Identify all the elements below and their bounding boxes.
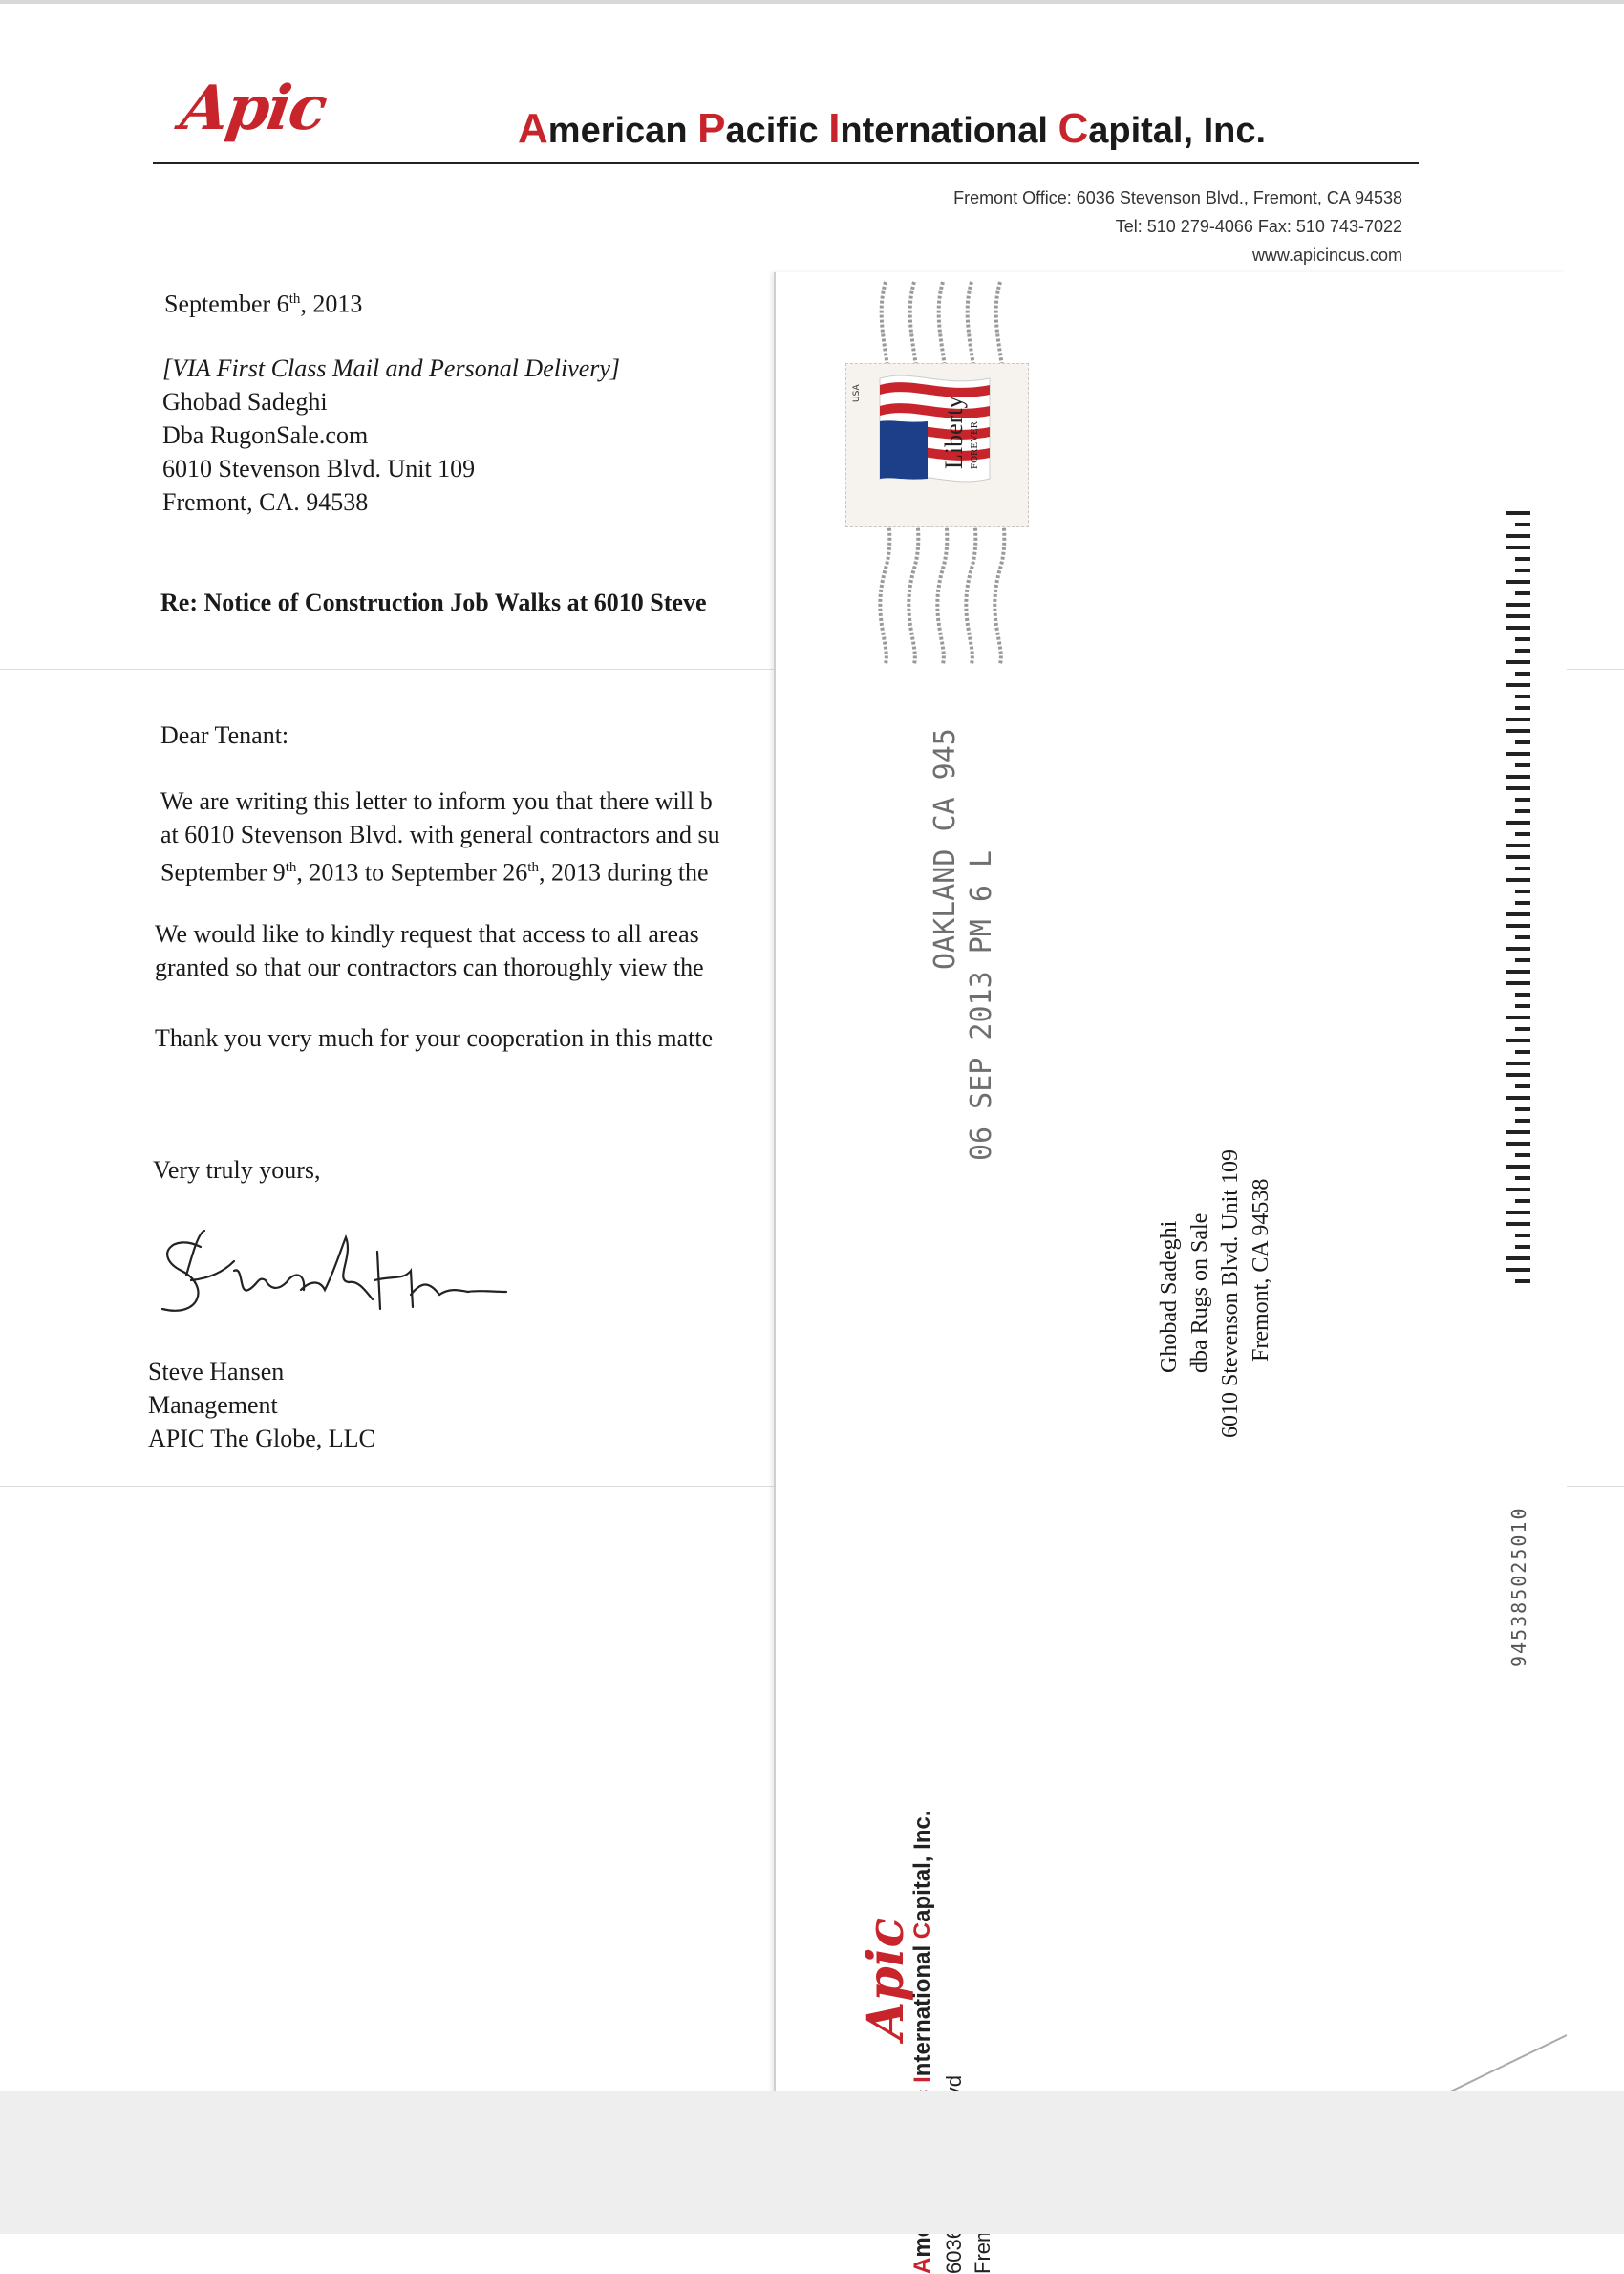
envelope-recipient-line: dba Rugs on Sale	[1187, 1212, 1212, 1373]
barcode-bar	[1506, 786, 1530, 790]
recipient-line: Ghobad Sadeghi	[162, 388, 328, 416]
barcode-bar	[1515, 993, 1530, 997]
envelope-recipient-line: Fremont, CA 94538	[1249, 1178, 1273, 1362]
barcode-bar	[1515, 695, 1530, 698]
postmark-city: OAKLAND CA 945	[929, 728, 962, 970]
paragraph-line: We would like to kindly request that access to all areas	[155, 920, 699, 948]
barcode-bar	[1506, 1130, 1530, 1134]
barcode-bar	[1506, 855, 1530, 859]
barcode-bar	[1506, 947, 1530, 951]
barcode-bar	[1515, 1119, 1530, 1123]
company-word: nternational	[840, 111, 1058, 151]
company-initial: A	[518, 105, 548, 152]
envelope-recipient-line: 6010 Stevenson Blvd. Unit 109	[1218, 1148, 1243, 1438]
paragraph-line: We are writing this letter to inform you that there will b	[160, 787, 713, 815]
barcode-bar	[1515, 557, 1530, 561]
paragraph-3: Thank you very much for your cooperation in this matte	[155, 1024, 714, 1052]
company-initial: P	[697, 105, 726, 152]
barcode-bar	[1515, 901, 1530, 905]
barcode-bar	[1515, 809, 1530, 813]
barcode-bar	[1515, 798, 1530, 802]
barcode-bar	[1515, 1176, 1530, 1180]
barcode-bar	[1506, 1165, 1530, 1169]
barcode-bar	[1506, 683, 1530, 687]
barcode-bar	[1515, 649, 1530, 653]
barcode-bar	[1515, 672, 1530, 676]
signer-name: Steve Hansen	[148, 1358, 285, 1385]
closing: Very truly yours,	[153, 1156, 321, 1184]
barcode-bar	[1515, 935, 1530, 939]
barcode-bar	[1506, 844, 1530, 847]
paragraph-1	[160, 784, 720, 890]
office-phone: Tel: 510 279-4066 Fax: 510 743-7022	[1115, 217, 1402, 236]
salutation: Dear Tenant:	[160, 721, 289, 749]
barcode-bar	[1515, 1107, 1530, 1111]
barcode-bar	[1506, 912, 1530, 916]
apic-logo: Apic	[857, 1917, 915, 2040]
stamp-text: Liberty	[940, 396, 968, 469]
scan-background	[0, 2091, 1624, 2234]
barcode-bar	[1515, 1027, 1530, 1031]
barcode-bar	[1506, 1188, 1530, 1191]
apic-logo: Apic	[176, 73, 330, 144]
barcode-bar	[1515, 1245, 1530, 1249]
barcode-bar	[1515, 568, 1530, 572]
barcode-bar	[1515, 1050, 1530, 1054]
barcode-bar	[1506, 970, 1530, 974]
barcode-bar	[1506, 924, 1530, 928]
barcode-bar	[1515, 832, 1530, 836]
barcode-bar	[1515, 763, 1530, 767]
barcode-bar	[1515, 958, 1530, 962]
subject-line: Re: Notice of Construction Job Walks at 6010 Steve	[160, 589, 707, 616]
barcode-bar	[1506, 878, 1530, 882]
stamp-country: USA	[852, 384, 862, 402]
barcode-bar	[1515, 523, 1530, 526]
postage-stamp	[845, 363, 1029, 527]
barcode-bar	[1506, 1073, 1530, 1077]
barcode-bar	[1515, 591, 1530, 595]
barcode-bar	[1506, 603, 1530, 607]
paragraph-line: at 6010 Stevenson Blvd. with general contractors and su	[160, 821, 720, 848]
barcode-bar	[1515, 1234, 1530, 1237]
barcode-bar	[1506, 981, 1530, 985]
handwritten-signature	[143, 1213, 525, 1338]
letter-date: September 6th, 2013	[164, 290, 363, 318]
signature-block	[148, 1355, 375, 1455]
barcode-bar	[1515, 740, 1530, 744]
barcode-bar	[1506, 1062, 1530, 1065]
barcode-bar	[1506, 1142, 1530, 1146]
barcode-bar	[1515, 867, 1530, 870]
company-initial: C	[1058, 105, 1089, 152]
barcode-bar	[1506, 1016, 1530, 1019]
barcode-bar	[1515, 1279, 1530, 1283]
paragraph-line: September 9th, 2013 to September 26th, 2013 during the	[160, 858, 709, 887]
barcode-bar	[1506, 1039, 1530, 1042]
office-info	[953, 183, 1402, 269]
barcode-bar	[1515, 1004, 1530, 1008]
company-initial: I	[828, 105, 841, 152]
barcode-bar	[1506, 1096, 1530, 1100]
postmark-date: 06 SEP 2013 PM 6 L	[965, 849, 998, 1161]
barcode-bar	[1515, 1084, 1530, 1088]
paragraph-2	[155, 917, 704, 984]
barcode-bar	[1506, 752, 1530, 756]
company-name	[518, 105, 1266, 153]
postal-barcode	[1504, 511, 1532, 1295]
company-word: apital, Inc.	[1088, 111, 1267, 151]
recipient-line: Fremont, CA. 94538	[162, 488, 369, 516]
barcode-bar	[1506, 729, 1530, 733]
return-company-name: AInternational Capital, Inc.	[909, 1810, 935, 2274]
signer-title: Management	[148, 1391, 278, 1419]
barcode-bar	[1515, 637, 1530, 641]
barcode-bar	[1506, 1211, 1530, 1214]
barcode-bar	[1506, 546, 1530, 549]
header-rule	[153, 162, 1419, 164]
barcode-bar	[1506, 718, 1530, 721]
barcode-number: 945385025010	[1507, 1506, 1530, 1667]
barcode-bar	[1515, 1199, 1530, 1203]
recipient-block	[162, 352, 620, 519]
recipient-line: 6010 Stevenson Blvd. Unit 109	[162, 455, 476, 483]
barcode-bar	[1506, 534, 1530, 538]
office-address: Fremont Office: 6036 Stevenson Blvd., Fremont, CA 94538	[953, 188, 1402, 207]
barcode-bar	[1506, 1256, 1530, 1260]
company-word: acific	[725, 111, 829, 151]
barcode-bar	[1506, 626, 1530, 630]
barcode-bar	[1506, 1268, 1530, 1272]
signer-company: APIC The Globe, LLC	[148, 1425, 375, 1452]
barcode-bar	[1506, 614, 1530, 618]
barcode-bar	[1506, 511, 1530, 515]
barcode-bar	[1515, 890, 1530, 893]
envelope-recipient-line: Ghobad Sadeghi	[1157, 1220, 1182, 1373]
barcode-bar	[1515, 706, 1530, 710]
barcode-bar	[1506, 1222, 1530, 1226]
envelope	[774, 272, 1567, 2274]
stamp-denomination: FOREVER	[969, 420, 980, 469]
paragraph-line: granted so that our contractors can thoroughly view the	[155, 954, 704, 981]
barcode-bar	[1506, 821, 1530, 825]
office-website: www.apicincus.com	[1251, 246, 1402, 265]
delivery-method: [VIA First Class Mail and Personal Delivery]	[162, 354, 621, 382]
company-word: merican	[547, 111, 698, 151]
barcode-bar	[1506, 660, 1530, 664]
flag-icon	[846, 364, 1028, 526]
barcode-bar	[1506, 775, 1530, 779]
recipient-line: Dba RugonSale.com	[162, 421, 369, 449]
barcode-bar	[1506, 580, 1530, 584]
barcode-bar	[1515, 1153, 1530, 1157]
